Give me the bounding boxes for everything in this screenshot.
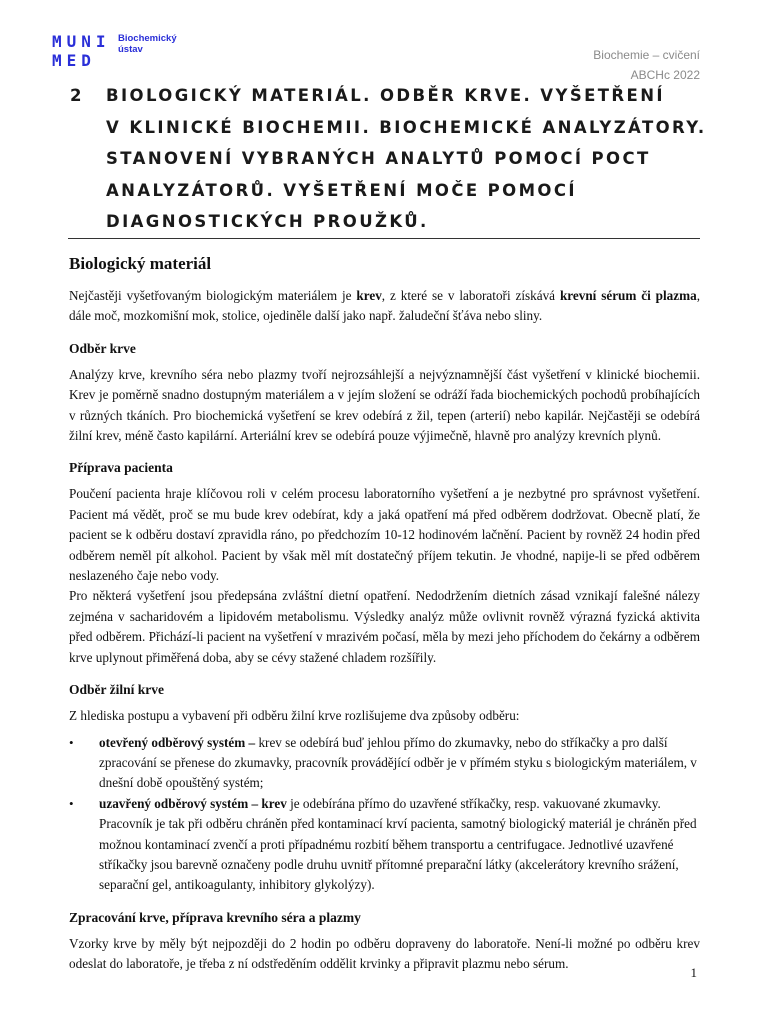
logo-bottom: MED <box>52 51 96 70</box>
chapter-number: 2 <box>70 86 84 105</box>
logo-top: MUNI <box>52 32 111 51</box>
paragraph: Vzorky krve by měly být nejpozději do 2 hodin po odběru dopraveny do laboratoře. Není-li možné po odběru krev odeslat do laboratoře, je třeba z ní odstředěním oddělit krvinky a připravit plazmu nebo sérum. <box>69 935 700 972</box>
subsection-heading: Odběr krve <box>69 340 136 356</box>
chapter-title-line: V KLINICKÉ BIOCHEMII. BIOCHEMICKÉ ANALYZÁTORY. <box>106 117 707 137</box>
paragraph: Poučení pacienta hraje klíčovou roli v celém procesu laboratorního vyšetření a je nezbytné pro správnost vyšetření. Pacient má vědět, proč se mu bude krev odebírat, kdy a jaká opatření má před odběrem dodržovat. Obecně platí, že pacient se k odběru dostaví zpravidla ráno, po předchozím 10-12 hodinovém lačnění. Pacient by rovněž 24 hodin před odběrem neměl pít alkohol. Pacient by však měl mít dostatečný příjem tekutin. Je vhodné, napije-li se před odběrem neslazeného čaje nebo vody. <box>69 486 700 584</box>
chapter-title-line: ANALYZÁTORŮ. VYŠETŘENÍ MOČE POMOCÍ <box>106 180 577 200</box>
list-item: • uzavřený odběrový systém – krev je odebírána přímo do uzavřené stříkačky, resp. vakuované zkumavky. Pracovník je tak při odběru chráněn před kontaminací krví pacienta, samotný biologický materiál je chráněn před možnou kontaminací zvenčí a proti případnému rozbití během transportu a centrifugace. Jednotlivé uzavřené stříkačky jsou barevně označeny podle druhu uvnitř přítomné preparační látky (akcelerátory krevního srážení, separační gel, antikoagulanty, inhibitory glykolýzy). <box>69 794 700 896</box>
title-divider <box>68 238 700 239</box>
section-heading: Biologický materiál <box>69 254 212 273</box>
paragraph: Z hlediska postupu a vybavení při odběru žilní krve rozlišujeme dva způsoby odběru: <box>69 708 520 724</box>
subsection-heading: Odběr žilní krve <box>69 682 165 698</box>
paragraph: Nejčastěji vyšetřovaným biologickým materiálem je krev, z které se v laboratoři získává krevní sérum či plazma, dále moč, mozkomišní mok, stolice, ojediněle další jako např. žaludeční šťáva nebo sliny. <box>69 288 701 324</box>
logo <box>52 32 177 70</box>
running-header <box>593 45 700 85</box>
logo-sub-line-1: Biochemický <box>118 33 177 44</box>
chapter-title <box>70 80 710 238</box>
list-item: • otevřený odběrový systém – krev se odebírá buď jehlou přímo do zkumavky, nebo do stříkačky a pro další zpracování se přenese do zkumavky, pracovník provádějící odběr je v přímém styku s biologickým materiálem, v dnešní době opouštěný systém; <box>69 733 700 794</box>
chapter-title-line: STANOVENÍ VYBRANÝCH ANALYTŮ POMOCÍ POCT <box>106 149 651 168</box>
document-body <box>69 252 700 975</box>
course-code: ABCHc 2022 <box>630 68 700 82</box>
logo-subtitle <box>118 33 177 55</box>
page-number: 1 <box>690 965 697 980</box>
subsection-heading: Příprava pacienta <box>69 460 173 476</box>
logo-mark <box>52 32 111 70</box>
course-name: Biochemie – cvičení <box>593 48 700 62</box>
subsection-heading: Zpracování krve, příprava krevního séra a plazmy <box>69 909 361 925</box>
chapter-title-line: BIOLOGICKÝ MATERIÁL. ODBĚR KRVE. VYŠETŘENÍ <box>106 86 665 105</box>
paragraph: Analýzy krve, krevního séra nebo plazmy tvoří nejrozsáhlejší a nejvýznamnější část vyšetření v klinické biochemii. Krev je poměrně snadno dostupným materiálem a v jejím složení se odráží řada biochemických pochodů probíhajících v různých tkáních. Pro biochemická vyšetření se krev odebírá z žil, tepen (arterií) nebo kapilár. Nejčastěji se odebírá žilní krev, méně často kapilární. Arteriální krev se odebírá pouze výjimečně, hlavně pro analýzy krevních plynů. <box>69 366 700 444</box>
chapter-title-line: DIAGNOSTICKÝCH PROUŽKŮ. <box>106 212 429 231</box>
logo-sub-line-2: ústav <box>118 44 143 55</box>
bullet-list <box>69 733 700 896</box>
paragraph: Pro některá vyšetření jsou předepsána zvláštní dietní opatření. Nedodržením dietních zásad vznikají falešné nálezy zejména v sacharidovém a lipidovém metabolismu. Výsledky analýz může ovlivnit rovněž výrazná fyzická aktivita před odběrem. Přichází-li pacient na vyšetření v mrazivém počasí, měla by mezi jeho příchodem do čekárny a odběrem krve uplynout přiměřená doba, aby se cévy stažené chladem rozšířily. <box>69 588 700 665</box>
